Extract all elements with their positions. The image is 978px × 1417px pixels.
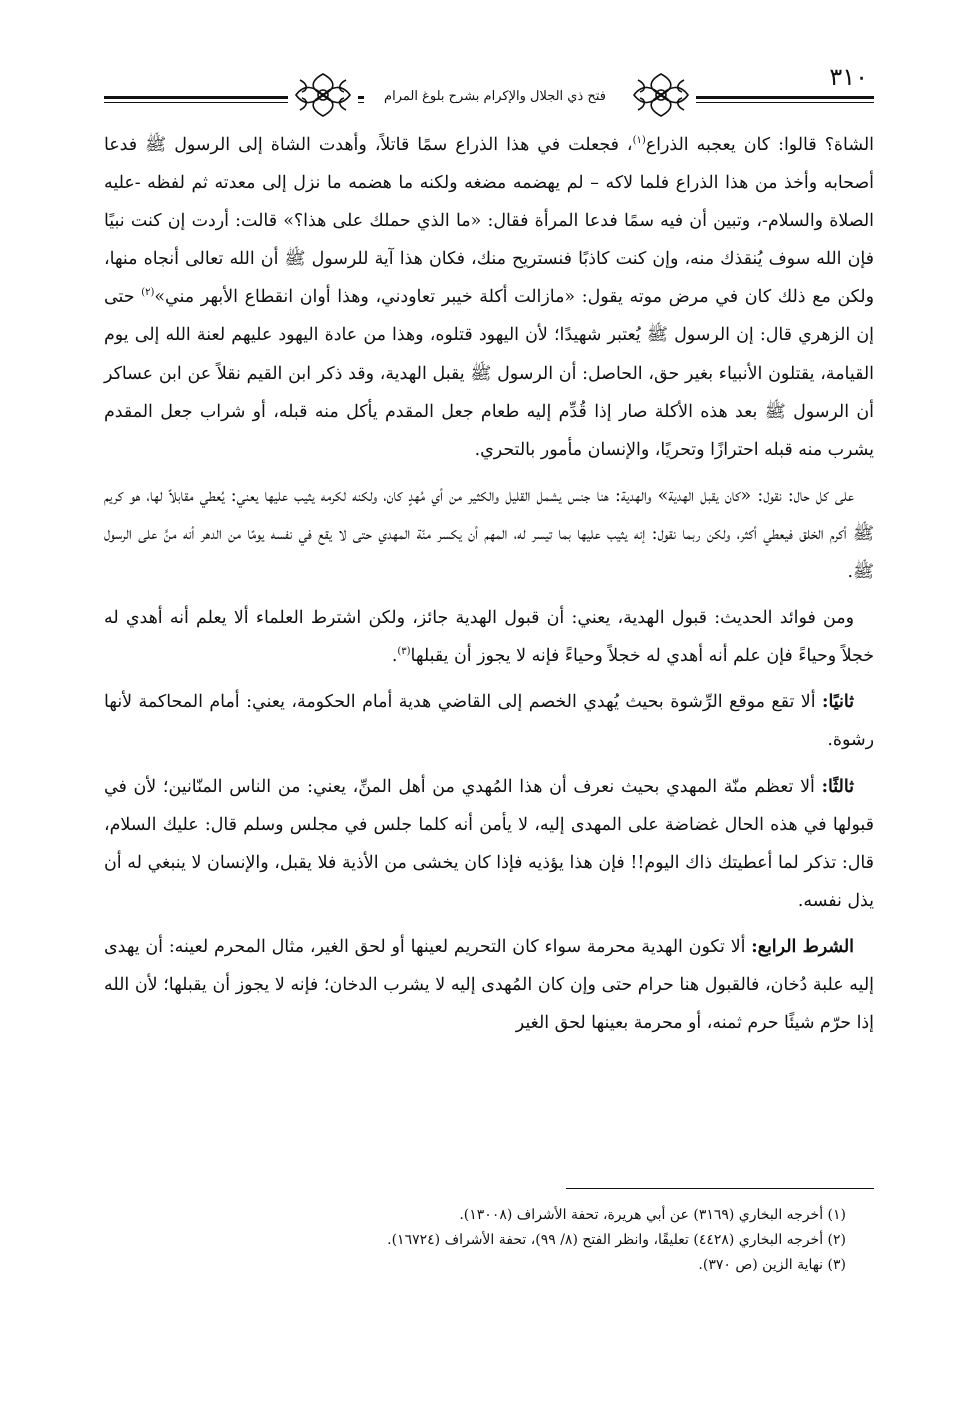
- paragraph: الشاة؟ قالوا: كان يعجبه الذراع$^{(١)}$، فجعلت في هذا الذراع سمًا قاتلاً، وأهدت الشاة إلى الرسول ﷺ فدعا أصحابه وأخذ من هذا الذراع فلما لاكه – لم يهضمه مضغه ولكنه ما هضمه ما نزل إلى معدته ثم لفظه -عليه الصلاة والسلام-، وتبين أن فيه سمًا فدعا المرأة فقال: «ما الذي حملك على هذا؟» قالت: أردت إن كنت نبيًا فإن الله سوف يُنقذك منه، وإن كنت كاذبًا فنستريح منك، فكان هذا آية للرسول ﷺ أن الله تعالى أنجاه منها، ولكن مع ذلك كان في مرض موته يقول: «مازالت أكلة خيبر تعاودني، وهذا أوان انقطاع الأبهر مني»$^{(٢)}$ حتى إن الزهري قال: إن الرسول ﷺ يُعتبر شهيدًا؛ لأن اليهود قتلوه، وهذا من عادة اليهود عليهم لعنة الله إلى يوم القيامة، يقتلون الأنبياء بغير حق، الحاصل: أن الرسول ﷺ يقبل الهدية، وقد ذكر ابن القيم نقلاً عن ابن عساكر أن الرسول ﷺ بعد هذه الأكلة صار إذا قُدِّم إليه طعام جعل المقدم يأكل منه قبله، أو شراب جعل المقدم يشرب منه قبله احترازًا وتحريًا، والإنسان مأمور بالتحري.: [104, 135, 874, 460]
- footnote: (١) أخرجه البخاري (٣١٦٩) عن أبي هريرة، تحفة الأشراف (١٣٠٠٨).: [459, 1207, 846, 1223]
- condition-lead: ثالثًا:: [821, 776, 854, 797]
- footnote-ref[interactable]: (٣): [397, 646, 411, 658]
- arabesque-ornament-icon: [288, 70, 358, 120]
- paragraph: ثانيًا: ألا تقع موقع الرِّشوة بحيث يُهدي الخصم إلى القاضي هدية أمام الحكومة، يعني: أمام المحاكمة لأنها رشوة.: [104, 692, 874, 751]
- page-number: ٣١٠: [825, 62, 872, 92]
- page-header: [104, 62, 874, 118]
- footnote-separator: [566, 1188, 874, 1189]
- footnote-ref[interactable]: (٢): [141, 287, 155, 299]
- paragraph: ثالثًا: ألا تعظم منّة المهدي بحيث نعرف أن هذا المُهدي من أهل المنِّ، يعني: من الناس المنّانين؛ لأن في قبولها في هذه الحال غضاضة على المهدى إليه، لا يأمن أنه كلما جلس في مجلس وسلم قال: عليك السلام، قال: تذكر لما أعطيتك ذاك اليوم!! فإن هذا يؤذيه فإذا كان يخشى من الأذية فلا يقبل، والإنسان لا ينبغي له أن يذل نفسه.: [104, 776, 874, 911]
- footnote: (٢) أخرجه البخاري (٤٤٢٨) تعليقًا، وانظر الفتح (٨/ ٩٩)، تحفة الأشراف (١٦٧٢٤).: [387, 1232, 846, 1248]
- condition-lead: ثانيًا:: [822, 692, 854, 713]
- footnote: (٣) نهاية الزين (ص ٣٧٠).: [698, 1257, 846, 1273]
- arabesque-ornament-icon: [626, 70, 696, 120]
- condition-lead: الشرط الرابع:: [751, 936, 854, 957]
- footnotes: [104, 1203, 874, 1278]
- running-title: فتح ذي الجلال والإكرام بشرح بلوغ المرام: [364, 86, 626, 108]
- main-text: [104, 126, 874, 1042]
- paragraph: الشرط الرابع: ألا تكون الهدية محرمة سواء كان التحريم لعينها أو لحق الغير، مثال المحرم لعينه: أن يهدى إليه علبة دُخان، فالقبول هنا حرام حتى وإن كان المُهدى إليه لا يشرب الدخان؛ فإنه لا يجوز أن يقبلها؛ لأن الله إذا حرّم شيئًا حرم ثمنه، أو محرمة بعينها لحق الغير: [104, 936, 874, 1034]
- paragraph: على كل حال: نقول: «كان يقبل الهدية» والهدية: هنا جنس يشمل القليل والكثير من أي مُهدٍ كان، ولكنه لكرمه يثيب عليها يعني: يُعطي مقابلاً لها، هو كريم ﷺ أكرم الخلق فيعطي أكثر، ولكن ربما نقول: إنه يثيب عليها بما تيسر له، المهم أن يكسر منّة المهدي حتى لا يقع في نفسه يومًا من الدهر أنه منَّ على الرسول ﷺ.: [104, 485, 874, 583]
- paragraph: ومن فوائد الحديث: قبول الهدية، يعني: أن قبول الهدية جائز، ولكن اشترط العلماء ألا يعلم أنه أهدي له خجلاً وحياءً فإن علم أنه أهدي له خجلاً وحياءً فإنه لا يجوز أن يقبلها$^{(٣)}$.: [104, 608, 874, 667]
- footnote-ref[interactable]: (١): [632, 135, 646, 147]
